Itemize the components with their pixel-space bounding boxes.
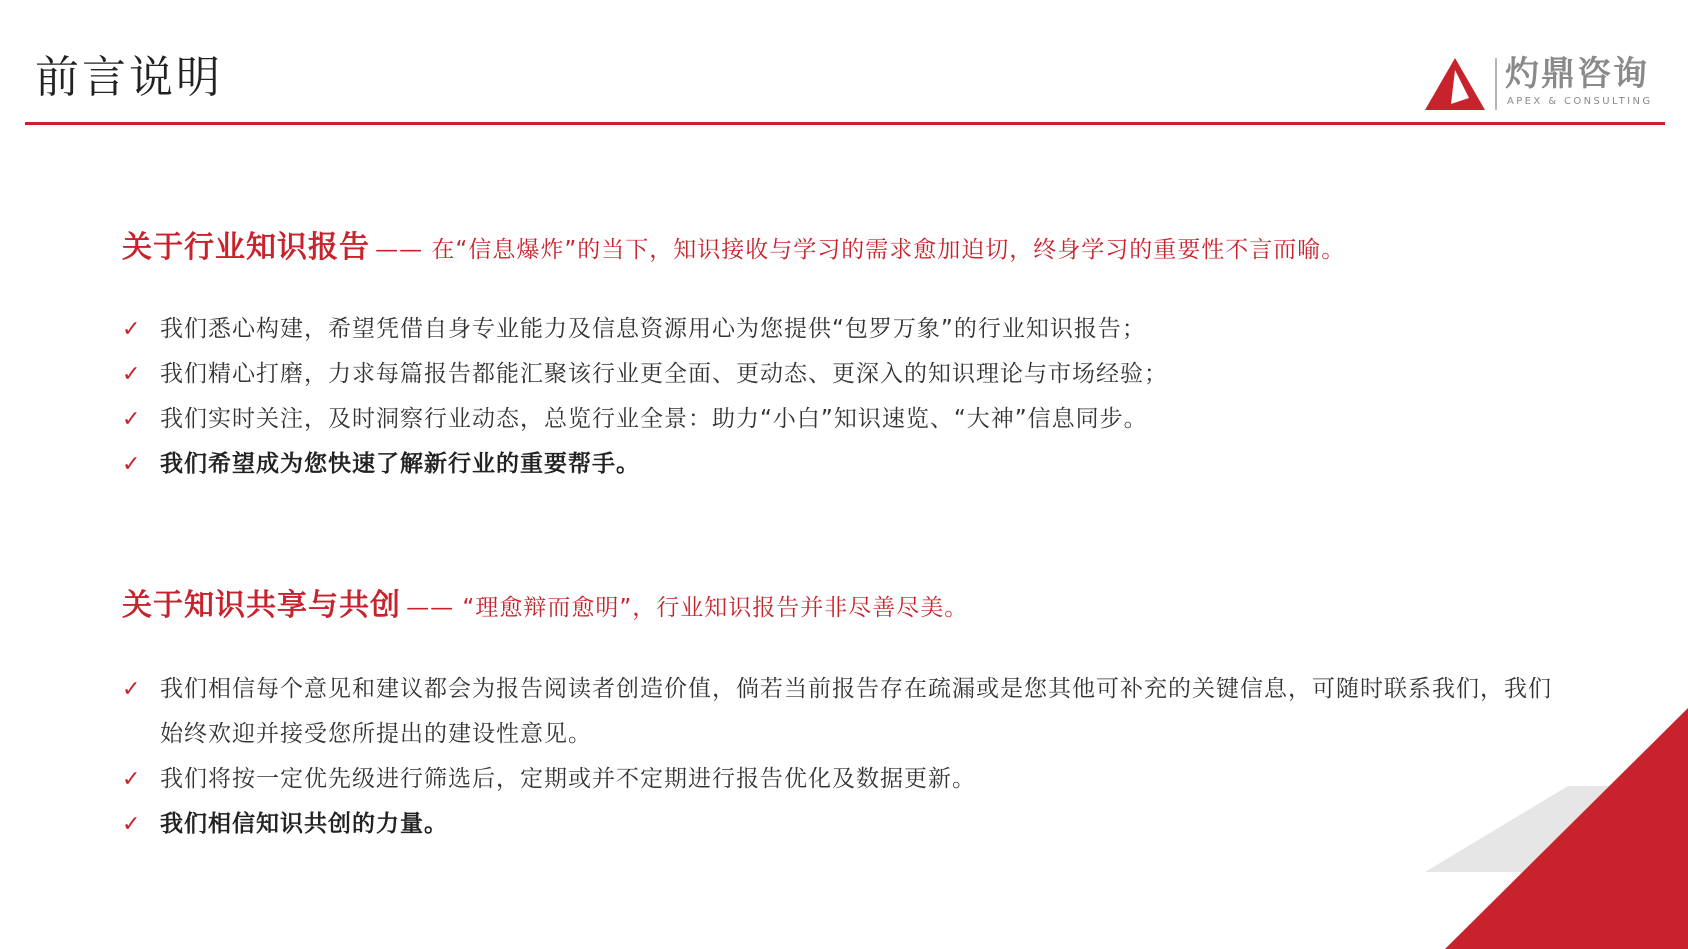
section-heading: 关于知识共享与共创 (122, 588, 401, 623)
check-icon: ✓ (122, 812, 142, 837)
check-icon: ✓ (122, 407, 142, 432)
logo-name: 灼鼎咨询 (1505, 54, 1649, 94)
section-subtitle: —— “理愈辩而愈明”，行业知识报告并非尽善尽美。 (406, 595, 969, 621)
list-item-text: 我们相信每个意见和建议都会为报告阅读者创造价值，倘若当前报告存在疏漏或是您其他可补充的关键信息，可随时联系我们，我们始终欢迎并接受您所提出的建设性意见。 (160, 676, 1552, 747)
list-item-text: 我们相信知识共创的力量。 (160, 811, 448, 837)
check-icon: ✓ (122, 767, 142, 792)
page-title: 前言说明 (35, 52, 223, 103)
check-icon: ✓ (122, 452, 142, 477)
section-subtitle: —— 在“信息爆炸”的当下，知识接收与学习的需求愈加迫切，终身学习的重要性不言而喻。 (375, 237, 1346, 263)
red-triangle-shape (1445, 708, 1688, 949)
check-icon: ✓ (122, 362, 142, 387)
list-item-text: 我们悉心构建，希望凭借自身专业能力及信息资源用心为您提供“包罗万象”的行业知识报告； (160, 316, 1146, 342)
list-item-text: 我们精心打磨，力求每篇报告都能汇聚该行业更全面、更动态、更深入的知识理论与市场经验； (160, 361, 1168, 387)
list-item-text: 我们实时关注，及时洞察行业动态，总览行业全景：助力“小白”知识速览、“大神”信息同步。 (160, 406, 1148, 432)
section-heading: 关于行业知识报告 (122, 230, 370, 265)
list-item-text: 我们将按一定优先级进行筛选后，定期或并不定期进行报告优化及数据更新。 (160, 766, 976, 792)
list-item-text: 我们希望成为您快速了解新行业的重要帮手。 (160, 451, 640, 477)
check-icon: ✓ (122, 317, 142, 342)
logo-tagline: APEX & CONSULTING (1507, 96, 1653, 107)
check-icon: ✓ (122, 677, 142, 702)
